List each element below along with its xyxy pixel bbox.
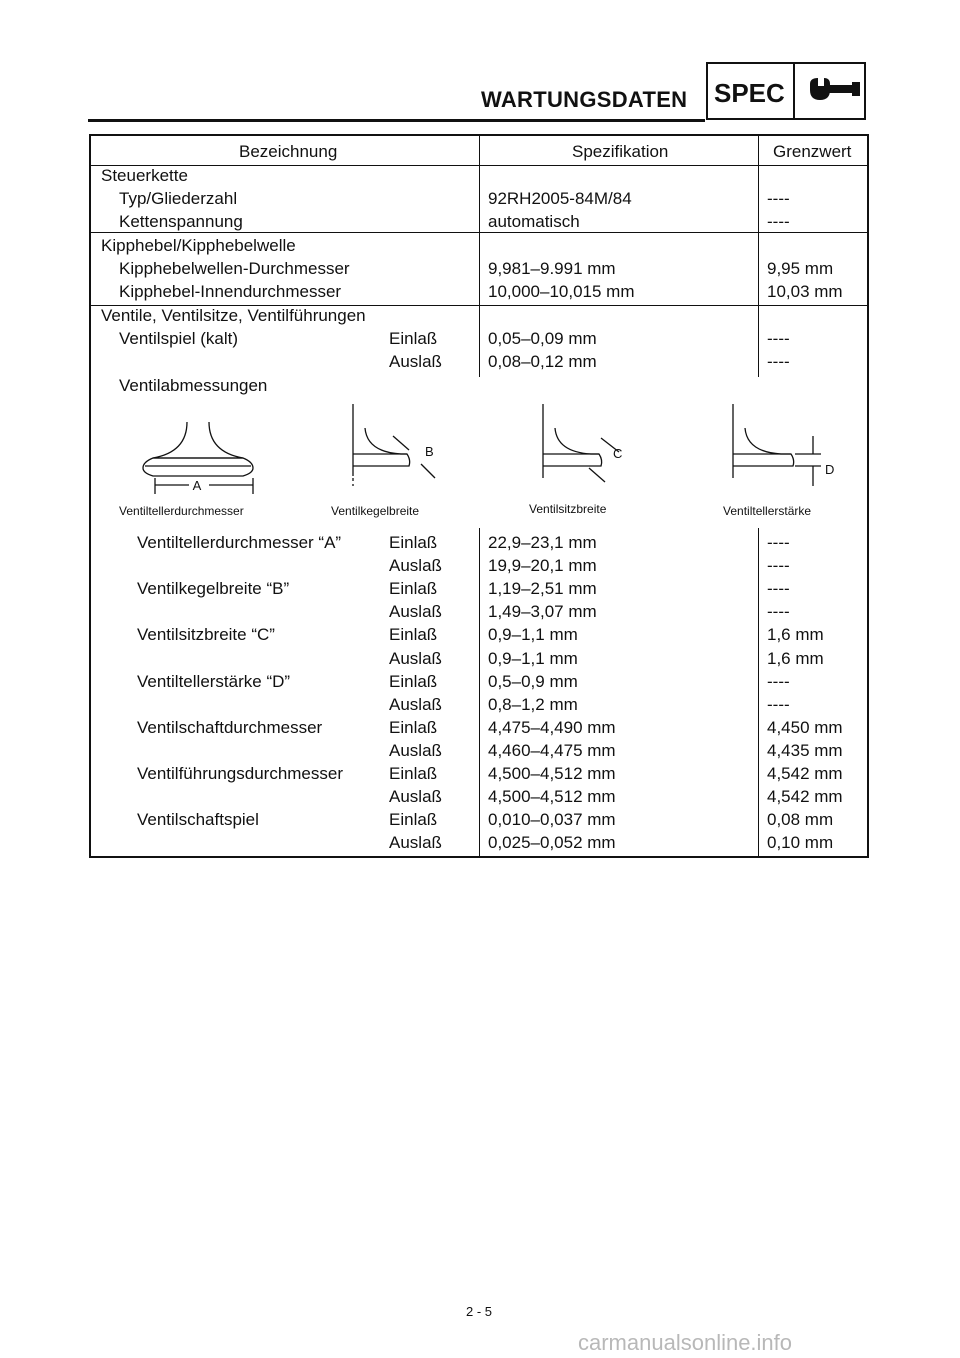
row-side: Auslaß xyxy=(389,352,442,371)
diagram-caption-b: Ventilkegelbreite xyxy=(331,504,420,518)
row-spec: 0,05–0,09 mm xyxy=(488,329,597,348)
row-label: Kipphebelwellen-Durchmesser xyxy=(119,259,350,278)
dim-label: Ventiltellerdurchmesser “A” xyxy=(137,533,342,552)
dim-limit: 4,542 mm xyxy=(767,764,843,783)
dim-limit: 1,6 mm xyxy=(767,648,824,668)
dim-side: Auslaß xyxy=(389,833,442,853)
dim-limit: ---- xyxy=(767,579,790,599)
valve-thickness-diagram xyxy=(733,404,821,486)
dim-side: Einlaß xyxy=(389,717,438,737)
dim-spec: 0,025–0,052 mm xyxy=(488,833,616,853)
row-label: Kipphebel-Innendurchmesser xyxy=(119,282,342,301)
section-rule-1 xyxy=(91,232,867,233)
dim-spec: 4,460–4,475 mm xyxy=(488,740,616,760)
dim-limit: ---- xyxy=(767,533,790,552)
dim-side: Einlaß xyxy=(389,579,438,599)
diagram-letter-a: A xyxy=(192,478,202,493)
dim-side: Auslaß xyxy=(389,740,442,760)
row-limit: ---- xyxy=(767,212,790,231)
dim-side: Auslaß xyxy=(389,556,442,576)
diagram-letter-b: B xyxy=(425,444,434,459)
diagram-caption-a: Ventiltellerdurchmesser xyxy=(119,504,244,518)
dim-limit: 1,6 mm xyxy=(767,625,824,645)
page-title: WARTUNGSDATEN xyxy=(481,87,688,112)
dim-spec: 22,9–23,1 mm xyxy=(488,533,597,552)
col-rule-1 xyxy=(479,136,480,185)
dim-spec: 1,49–3,07 mm xyxy=(488,602,597,622)
row-side: Einlaß xyxy=(389,329,438,348)
page-number: 2 - 5 xyxy=(466,1304,493,1319)
row-limit: ---- xyxy=(767,189,790,208)
row-limit: 10,03 mm xyxy=(767,282,843,301)
row-spec: 0,08–0,12 mm xyxy=(488,352,597,371)
dim-limit: 0,10 mm xyxy=(767,833,834,853)
spec-label: SPEC xyxy=(714,78,785,108)
valve-diagrams xyxy=(91,398,867,548)
dim-side: Auslaß xyxy=(389,602,442,622)
wrench-icon xyxy=(806,76,862,108)
dim-side: Einlaß xyxy=(389,810,438,830)
row-spec: 92RH2005-84M/84 xyxy=(488,189,632,208)
dim-spec: 4,500–4,512 mm xyxy=(488,787,616,807)
row-spec: 10,000–10,015 mm xyxy=(488,282,635,301)
row-label: Ventilabmessungen xyxy=(119,376,268,395)
dim-limit: ---- xyxy=(767,602,790,622)
diagram-letter-c: C xyxy=(613,446,623,461)
header-row-rule xyxy=(91,165,867,166)
dim-label: Ventilkegelbreite “B” xyxy=(137,579,290,599)
diagram-caption-c: Ventilsitzbreite xyxy=(529,502,607,516)
spec-badge xyxy=(706,62,866,120)
dim-spec: 0,9–1,1 mm xyxy=(488,625,578,645)
dim-side: Einlaß xyxy=(389,764,438,783)
row-limit: 9,95 mm xyxy=(767,259,834,278)
row-spec: automatisch xyxy=(488,212,580,231)
section-title: Steuerkette xyxy=(101,166,188,185)
header-rule xyxy=(88,119,705,122)
col-header-limit: Grenzwert xyxy=(773,142,852,161)
dim-side: Auslaß xyxy=(389,648,442,668)
dim-spec: 4,500–4,512 mm xyxy=(488,764,616,783)
dim-spec: 0,5–0,9 mm xyxy=(488,671,578,691)
dim-limit: ---- xyxy=(767,556,790,576)
dim-side: Einlaß xyxy=(389,671,438,691)
dim-limit: 4,435 mm xyxy=(767,740,843,760)
dim-side: Einlaß xyxy=(389,533,438,552)
dim-spec: 0,9–1,1 mm xyxy=(488,648,578,668)
col-header-spec: Spezifikation xyxy=(572,142,669,161)
dim-spec: 19,9–20,1 mm xyxy=(488,556,597,576)
dim-spec: 1,19–2,51 mm xyxy=(488,579,597,599)
dim-side: Auslaß xyxy=(389,787,442,807)
spec-table xyxy=(89,134,869,858)
dim-limit: ---- xyxy=(767,671,790,691)
dim-label: Ventilschaftspiel xyxy=(137,810,259,830)
dim-label: Ventilführungsdurchmesser xyxy=(137,764,344,783)
valve-face-diagram xyxy=(353,404,435,486)
col-rule-2c xyxy=(758,528,759,856)
dim-limit: 4,450 mm xyxy=(767,717,843,737)
row-limit: ---- xyxy=(767,329,790,348)
diagram-caption-d: Ventiltellerstärke xyxy=(723,504,812,518)
col-rule-1b xyxy=(479,185,480,377)
row-label: Ventilspiel (kalt) xyxy=(119,329,239,348)
row-spec: 9,981–9.991 mm xyxy=(488,259,616,278)
watermark: carmanualsonline.info xyxy=(578,1330,793,1355)
col-rule-2 xyxy=(758,136,759,377)
dim-spec: 0,010–0,037 mm xyxy=(488,810,616,830)
dim-side: Einlaß xyxy=(389,625,438,645)
section-title: Kipphebel/Kipphebelwelle xyxy=(101,236,296,255)
section-title: Ventile, Ventilsitze, Ventilführungen xyxy=(101,306,366,325)
dim-limit: ---- xyxy=(767,694,790,714)
dim-label: Ventiltellerstärke “D” xyxy=(137,671,291,691)
row-limit: ---- xyxy=(767,352,790,371)
dim-side: Auslaß xyxy=(389,694,442,714)
col-header-name: Bezeichnung xyxy=(239,142,338,161)
dim-limit: 0,08 mm xyxy=(767,810,834,830)
diagram-letter-d: D xyxy=(825,462,835,477)
col-rule-1c xyxy=(479,528,480,856)
row-label: Typ/Gliederzahl xyxy=(119,189,238,208)
dim-spec: 4,475–4,490 mm xyxy=(488,717,616,737)
dim-label: Ventilsitzbreite “C” xyxy=(137,625,275,645)
dim-label: Ventilschaftdurchmesser xyxy=(137,717,323,737)
valve-seat-diagram xyxy=(543,404,619,482)
spec-badge-divider xyxy=(793,64,795,118)
row-label: Kettenspannung xyxy=(119,212,243,231)
dim-spec: 0,8–1,2 mm xyxy=(488,694,578,714)
dim-limit: 4,542 mm xyxy=(767,787,843,807)
